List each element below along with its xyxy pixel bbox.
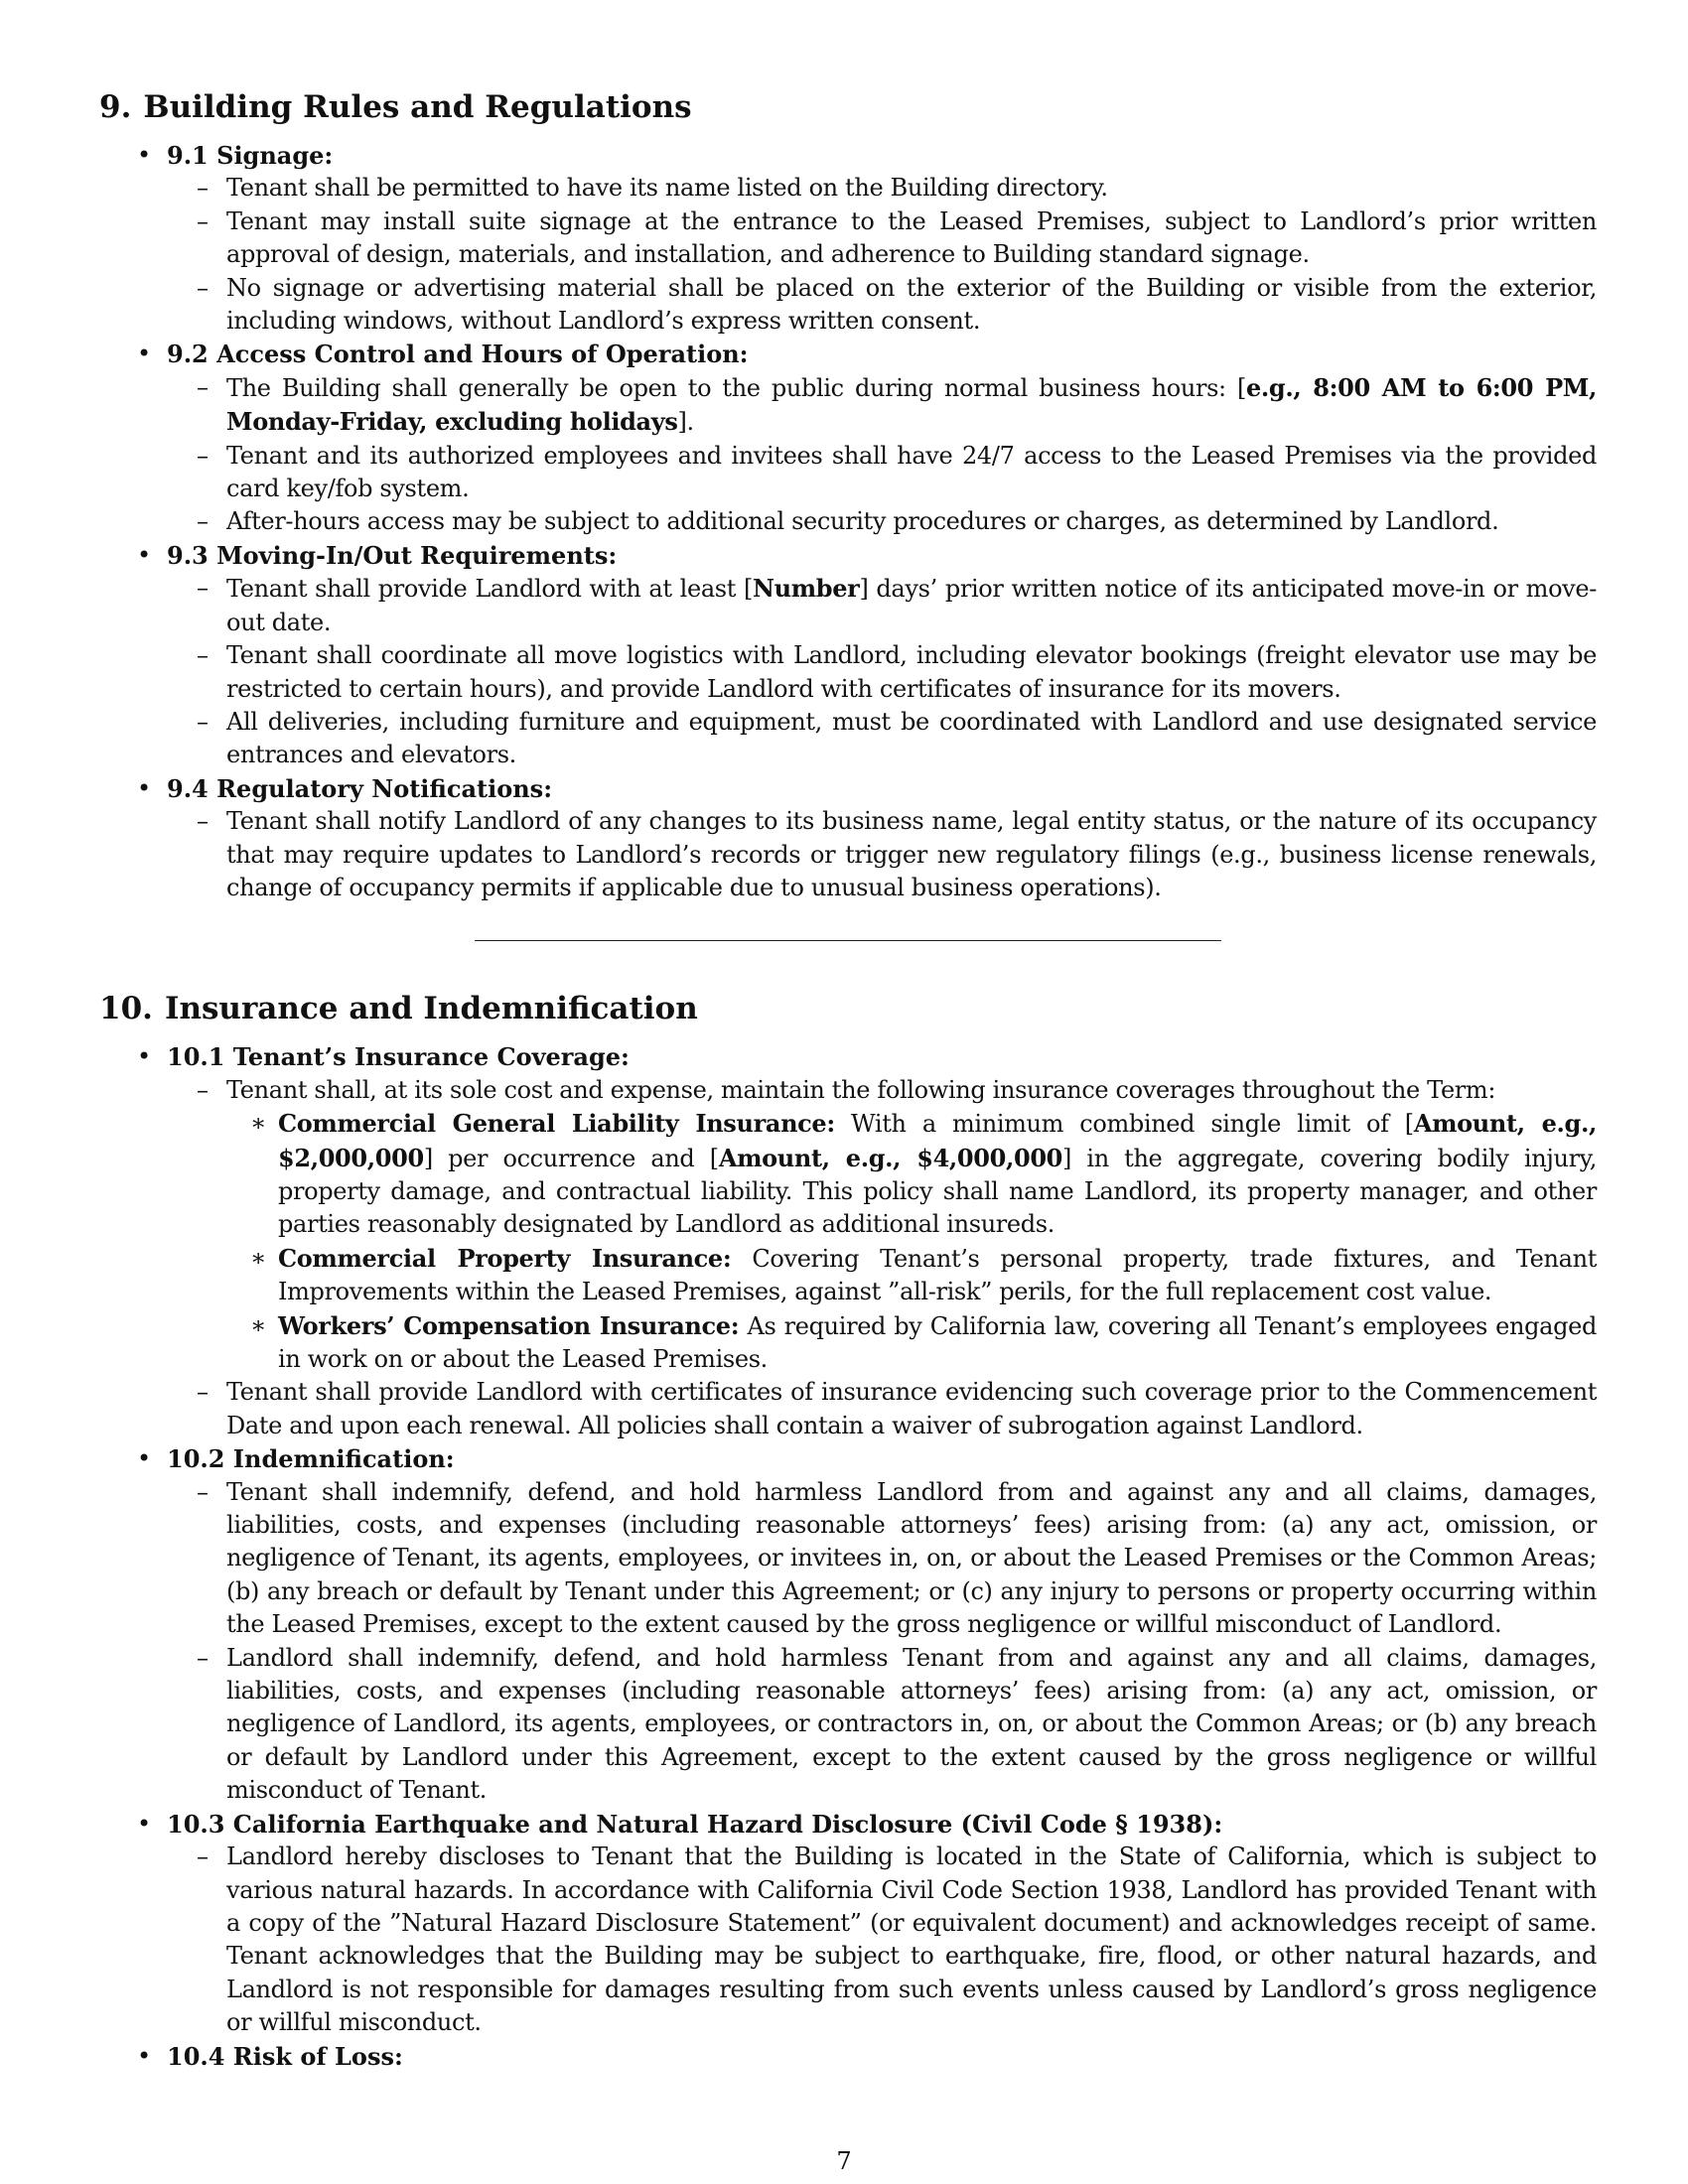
list-item — [167, 172, 1597, 205]
subsection-10-4 — [99, 2040, 1597, 2073]
insurance-label: Workers’ Compensation Insurance: — [278, 1310, 740, 1340]
paragraph: – All deliveries, including furniture and equipment, must be coordinated with Landlord and use designated service entrances and elevators. — [226, 707, 1597, 769]
document-page — [99, 87, 1597, 2073]
text-run: As required by California law, covering all Tenant’s employees engaged in work on or about the Leased Premises. — [278, 1311, 1597, 1373]
list-item — [167, 1074, 1597, 1377]
text-run: ] per occurrence and [ — [423, 1144, 719, 1172]
text-run: With a minimum combined single limit of [ — [834, 1110, 1414, 1139]
placeholder-amount: Amount, e.g., $2,000,000 — [278, 1109, 1597, 1172]
paragraph: – Landlord hereby discloses to Tenant that the Building is located in the State of California, which is subject to various natural hazards. In accordance with California Civil Code Section 1938, Landlord has provided Tenant with a copy of the ”Natural Hazard Disclosure Statement” (or equivalent document) and acknowledges receipt of same. Tenant acknowledges that the Building may be subject to earthquake, fire, flood, or other natural hazards, and Landlord is not responsible for damages resulting from such events unless caused by Landlord’s gross negligence or willful misconduct. — [226, 1843, 1597, 2037]
paragraph: – Tenant may install suite signage at the entrance to the Leased Premises, subject to Landlord’s prior written approval of design, materials, and installation, and adherence to Building standard signage. — [226, 206, 1597, 269]
paragraph — [278, 1107, 1597, 1242]
subsection-10-3-items — [167, 1841, 1597, 2039]
section-9-heading — [99, 87, 1597, 127]
section-10-number: 10. — [99, 991, 153, 1027]
section-divider — [475, 940, 1221, 941]
subsection-9-2 — [99, 338, 1597, 538]
section-10-list — [99, 1040, 1597, 2073]
paragraph: – Tenant shall provide Landlord with certificates of insurance evidencing such coverage prior to the Commencement Date and upon each renewal. All policies shall contain a waiver of subrogation against Landlord. — [226, 1378, 1597, 1439]
insurance-item-property — [226, 1242, 1597, 1309]
subsection-9-3-title: • 9.3 Moving-In/Out Requirements: — [167, 540, 618, 570]
subsection-9-1-title: • 9.1 Signage: — [167, 141, 334, 170]
insurance-label: Commercial Property Insurance: — [278, 1243, 732, 1273]
page-number: 7 — [836, 2147, 852, 2175]
subsection-10-2 — [99, 1442, 1597, 1807]
placeholder-amount: Amount, e.g., $4,000,000 — [718, 1143, 1063, 1172]
placeholder-number: Number — [753, 574, 860, 604]
section-9-number: 9. — [99, 89, 132, 125]
subsection-9-2-title: • 9.2 Access Control and Hours of Operation: — [167, 340, 749, 369]
list-item — [167, 639, 1597, 706]
insurance-item-workers-comp — [226, 1309, 1597, 1377]
paragraph: – Tenant shall indemnify, defend, and hold harmless Landlord from and against any and all claims, damages, liabilities, costs, and expenses (including reasonable attorneys’ fees) arising from: (a) any act, omission, or negligence of Tenant, its agents, employees, or invitees in, on, or about the Leased Premises or the Common Areas; (b) any breach or default by Tenant under this Agreement; or (c) any injury to persons or property occurring within the Leased Premises, except to the extent caused by the gross negligence or willful misconduct of Landlord. — [226, 1477, 1597, 1639]
subsection-10-3-title: • 10.3 California Earthquake and Natural Hazard Disclosure (Civil Code § 1938): — [167, 1809, 1223, 1839]
paragraph — [226, 572, 1597, 639]
subsection-9-2-items — [167, 371, 1597, 539]
list-item — [167, 1376, 1597, 1442]
insurance-item-cgl — [226, 1107, 1597, 1242]
placeholder-business-hours: e.g., 8:00 AM to 6:00 PM, Monday-Friday, excluding holidays — [226, 372, 1597, 437]
list-item — [167, 205, 1597, 272]
section-10-title: Insurance and Indemnification — [164, 991, 698, 1027]
list-item — [167, 371, 1597, 440]
paragraph: – Tenant shall coordinate all move logistics with Landlord, including elevator bookings (freight elevator use may be restricted to certain hours), and provide Landlord with certificates of insurance for its movers. — [226, 641, 1597, 703]
list-item — [167, 1841, 1597, 2039]
subsection-9-1 — [99, 139, 1597, 338]
paragraph — [278, 1309, 1597, 1377]
paragraph — [226, 371, 1597, 440]
paragraph: – Tenant shall, at its sole cost and expense, maintain the following insurance coverages throughout the Term: — [226, 1075, 1496, 1104]
subsection-9-4 — [99, 772, 1597, 905]
subsection-9-3 — [99, 539, 1597, 772]
subsection-9-4-title: • 9.4 Regulatory Notifications: — [167, 773, 553, 803]
list-item — [167, 1476, 1597, 1642]
subsection-10-1 — [99, 1040, 1597, 1442]
subsection-10-2-title: • 10.2 Indemnification: — [167, 1444, 455, 1474]
section-10-heading — [99, 989, 1597, 1028]
text-run: ]. — [677, 408, 694, 437]
paragraph: – After-hours access may be subject to additional security procedures or charges, as determined by Landlord. — [226, 507, 1499, 536]
paragraph: – Tenant shall be permitted to have its name listed on the Building directory. — [226, 174, 1108, 203]
subsection-10-2-items — [167, 1476, 1597, 1808]
list-item — [167, 572, 1597, 639]
text-run: ] days’ prior written notice of its anticipated move-in or move-out date. — [226, 575, 1597, 636]
subsection-9-3-items — [167, 572, 1597, 771]
text-run: The Building shall generally be open to the public during normal business hours: [ — [226, 373, 1246, 402]
subsection-10-4-title: • 10.4 Risk of Loss: — [167, 2041, 403, 2071]
paragraph: – Tenant shall notify Landlord of any changes to its business name, legal entity status, or the nature of its occupancy that may require updates to Landlord’s records or trigger new regulatory filings (e.g., business license renewals, change of occupancy permits if applicable due to unusual business operations). — [226, 807, 1597, 901]
paragraph — [278, 1242, 1597, 1309]
text-run: Covering Tenant’s personal property, trade fixtures, and Tenant Improvements within the Leased Premises, against ”all-risk” perils, for the full replacement cost value. — [278, 1244, 1597, 1306]
paragraph: – Tenant and its authorized employees and invitees shall have 24/7 access to the Leased Premises via the provided card key/fob system. — [226, 441, 1597, 503]
insurance-label: Commercial General Liability Insurance: — [278, 1109, 835, 1139]
section-9-title: Building Rules and Regulations — [143, 89, 692, 125]
subsection-10-1-items — [167, 1074, 1597, 1442]
paragraph: – Landlord shall indemnify, defend, and hold harmless Tenant from and against any and all claims, damages, liabilities, costs, and expenses (including reasonable attorneys’ fees) arising from: (a) any act, omission, or negligence of Landlord, its agents, employees, or contractors in, on, or about the Common Areas; or (b) any breach or default by Landlord under this Agreement, except to the extent caused by the gross negligence or willful misconduct of Tenant. — [226, 1643, 1597, 1805]
paragraph: – No signage or advertising material shall be placed on the exterior of the Building or visible from the exterior, including windows, without Landlord’s express written consent. — [226, 273, 1597, 336]
list-item — [167, 1642, 1597, 1808]
text-run: Tenant shall provide Landlord with at least [ — [226, 575, 754, 604]
list-item — [167, 505, 1597, 538]
list-item — [167, 272, 1597, 339]
subsection-10-1-title: • 10.1 Tenant’s Insurance Coverage: — [167, 1042, 630, 1072]
list-item — [167, 805, 1597, 904]
list-item — [167, 440, 1597, 506]
subsection-9-1-items — [167, 172, 1597, 338]
list-item — [167, 706, 1597, 772]
subsection-10-3 — [99, 1808, 1597, 2040]
subsection-9-4-items — [167, 805, 1597, 904]
section-9-list — [99, 139, 1597, 904]
text-run: ] in the aggregate, covering bodily injury, property damage, and contractual liability. This policy shall name Landlord, its property manager, and other parties reasonably designated by Landlord as additional insureds. — [278, 1144, 1597, 1239]
insurance-types-list — [226, 1107, 1597, 1376]
